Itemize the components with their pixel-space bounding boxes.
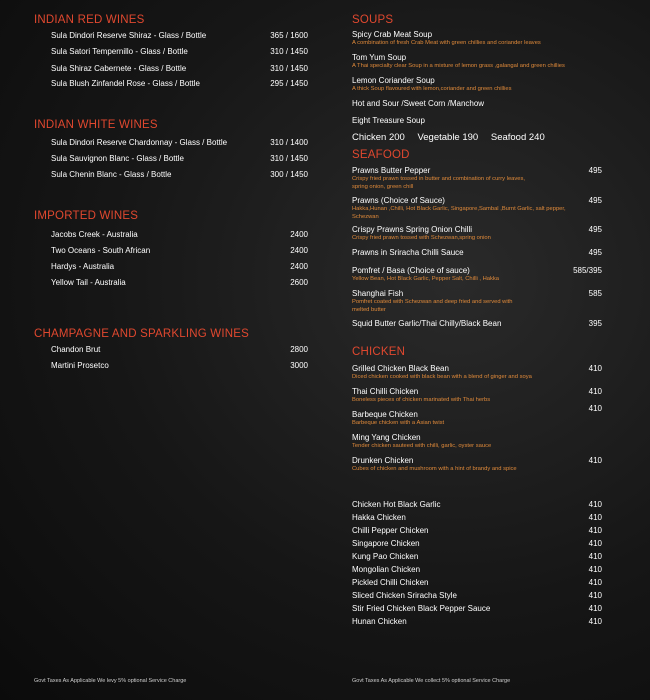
list-item: [352, 53, 602, 71]
item-name: Sula Chenin Blanc - Glass / Bottle: [51, 170, 172, 179]
item-price: 310 / 1450: [270, 154, 308, 163]
item-price: 410: [588, 456, 602, 465]
imported-wines-heading: IMPORTED WINES: [34, 210, 139, 222]
list-item: [352, 617, 602, 626]
item-price: 410: [588, 387, 602, 396]
list-item: [51, 361, 308, 370]
soup-price-chicken: Chicken 200: [352, 132, 405, 143]
left-footer-note: Govt Taxes As Applicable We levy 5% optional Service Charge: [34, 678, 187, 684]
item-price: 495: [588, 166, 602, 175]
item-price: 410: [588, 617, 602, 626]
item-name: Lemon Coriander Soup: [352, 76, 435, 85]
item-description: Boneless pieces of chicken marinated with Thai herbs: [352, 397, 491, 403]
item-name: Thai Chilli Chicken: [352, 387, 419, 396]
item-price: 410: [588, 404, 602, 413]
list-item: [51, 47, 308, 56]
item-description: A thick Soup flavoured with lemon,coriander and green chillies: [352, 86, 512, 92]
list-item: [352, 30, 602, 48]
item-name: Grilled Chicken Black Bean: [352, 364, 449, 373]
list-item: [352, 404, 602, 428]
item-name: Crispy Prawns Spring Onion Chilli: [352, 225, 473, 234]
list-item: [352, 225, 602, 243]
soup-price-seafood: Seafood 240: [490, 132, 545, 143]
item-name: Pomfret / Basa (Choice of sauce): [352, 266, 470, 275]
item-name: Pickled Chilli Chicken: [352, 578, 429, 587]
item-price: 495: [588, 225, 602, 234]
item-name: Sula Shiraz Cabernete - Glass / Bottle: [51, 64, 187, 73]
soups-heading: SOUPS: [352, 14, 394, 26]
list-item: [51, 170, 308, 179]
item-price: 410: [588, 552, 602, 561]
item-price: 495: [588, 196, 602, 205]
item-price: 365 / 1600: [270, 31, 308, 40]
list-item: [352, 456, 602, 474]
list-item: [352, 539, 602, 548]
list-item: [51, 345, 308, 354]
list-item: [51, 31, 308, 40]
item-description: A Thai specialty clear Soup in a mixture of lemon grass ,galangal and green chillies: [352, 63, 565, 69]
item-name: Shanghai Fish: [352, 289, 404, 298]
item-name: Hakka Chicken: [352, 513, 406, 522]
item-description: Crispy fried prawn tossed in butter and combination of curry leaves, spring onion, green chill: [352, 176, 526, 190]
item-price: 410: [588, 513, 602, 522]
list-item: [352, 552, 602, 561]
list-item: [51, 64, 308, 73]
item-name: Eight Treasure Soup: [352, 116, 425, 125]
item-price: 295 / 1450: [270, 79, 308, 88]
indian-red-wines-heading: INDIAN RED WINES: [34, 14, 145, 26]
item-name: Squid Butter Garlic/Thai Chilly/Black Bean: [352, 319, 502, 328]
chicken-heading: CHICKEN: [352, 346, 406, 358]
item-name: Martini Prosetco: [51, 361, 109, 370]
list-item: [51, 79, 308, 88]
item-name: Sula Sauvignon Blanc - Glass / Bottle: [51, 154, 184, 163]
soup-prices: [352, 132, 555, 143]
item-name: Stir Fried Chicken Black Pepper Sauce: [352, 604, 491, 613]
list-item: [352, 319, 602, 328]
item-price: 2600: [290, 278, 308, 287]
list-item: [352, 604, 602, 613]
list-item: [352, 99, 602, 108]
item-description: Crispy fried prawn tossed with Schezwan,spring onion: [352, 235, 491, 241]
list-item: [352, 387, 602, 405]
item-name: Chilli Pepper Chicken: [352, 526, 429, 535]
item-price: 300 / 1450: [270, 170, 308, 179]
item-price: 410: [588, 565, 602, 574]
item-description: Pomfret coated with Schezwan and deep fried and served with melted butter: [352, 299, 513, 313]
item-name: Sula Blush Zinfandel Rose - Glass / Bottle: [51, 79, 200, 88]
item-name: Hardys - Australia: [51, 262, 115, 271]
list-item: [51, 154, 308, 163]
item-name: Hunan Chicken: [352, 617, 407, 626]
list-item: [51, 138, 308, 147]
list-item: [352, 289, 602, 314]
soup-price-vegetable: Vegetable 190: [417, 132, 479, 143]
item-price: 585/395: [573, 266, 602, 275]
item-name: Tom Yum Soup: [352, 53, 407, 62]
item-price: 2400: [290, 230, 308, 239]
item-price: 410: [588, 539, 602, 548]
item-price: 310 / 1400: [270, 138, 308, 147]
list-item: [352, 500, 602, 509]
list-item: [51, 278, 308, 287]
list-item: [352, 166, 602, 191]
item-name: Barbeque Chicken: [352, 410, 418, 419]
item-name: Sliced Chicken Sriracha Style: [352, 591, 457, 600]
item-price: 410: [588, 526, 602, 535]
list-item: [352, 116, 602, 125]
item-description: Cubes of chicken and mushroom with a hint of brandy and spice: [352, 466, 517, 472]
item-name: Spicy Crab Meat Soup: [352, 30, 433, 39]
list-item: [352, 266, 602, 284]
item-name: Sula Dindori Reserve Shiraz - Glass / Bottle: [51, 31, 207, 40]
item-name: Hot and Sour /Sweet Corn /Manchow: [352, 99, 485, 108]
item-name: Drunken Chicken: [352, 456, 414, 465]
item-name: Chandon Brut: [51, 345, 101, 354]
list-item: [352, 248, 602, 257]
list-item: [352, 565, 602, 574]
list-item: [352, 591, 602, 600]
list-item: [352, 76, 602, 94]
list-item: [352, 364, 602, 382]
list-item: [352, 526, 602, 535]
item-description: Barbeque chicken with a Asian twist: [352, 420, 445, 426]
item-price: 495: [588, 248, 602, 257]
list-item: [352, 196, 602, 221]
item-price: 310 / 1450: [270, 47, 308, 56]
item-description: A combination of fresh Crab Meat with green chillies and coriander leaves: [352, 40, 541, 46]
item-name: Singapore Chicken: [352, 539, 420, 548]
list-item: [51, 262, 308, 271]
item-price: 395: [588, 319, 602, 328]
item-price: 410: [588, 591, 602, 600]
champagne-heading: CHAMPAGNE AND SPARKLING WINES: [34, 328, 249, 340]
item-name: Ming Yang Chicken: [352, 433, 421, 442]
list-item: [51, 246, 308, 255]
list-item: [352, 578, 602, 587]
right-footer-note: Govt Taxes As Applicable We collect 5% optional Service Charge: [352, 678, 511, 684]
item-name: Yellow Tail - Australia: [51, 278, 126, 287]
item-description: Diced chicken cooked with black bean with a blend of ginger and soya: [352, 374, 532, 380]
item-price: 585: [588, 289, 602, 298]
item-price: 2400: [290, 262, 308, 271]
list-item: [352, 433, 602, 451]
item-price: 410: [588, 578, 602, 587]
item-price: 410: [588, 364, 602, 373]
item-price: 410: [588, 604, 602, 613]
item-description: Tender chicken sauteed with chilli, garlic, oyster sauce: [352, 443, 492, 449]
item-description: Yellow Bean, Hot Black Garlic, Pepper Salt, Chilli , Hakka: [352, 276, 500, 282]
item-name: Prawns (Choice of Sauce): [352, 196, 445, 205]
item-name: Chicken Hot Black Garlic: [352, 500, 441, 509]
item-name: Sula Dindori Reserve Chardonnay - Glass / Bottle: [51, 138, 228, 147]
seafood-heading: SEAFOOD: [352, 149, 410, 161]
list-item: [352, 513, 602, 522]
item-price: 310 / 1450: [270, 64, 308, 73]
item-price: 2400: [290, 246, 308, 255]
item-price: 3000: [290, 361, 308, 370]
item-name: Two Oceans - South African: [51, 246, 151, 255]
item-name: Mongolian Chicken: [352, 565, 421, 574]
item-name: Jacobs Creek - Australia: [51, 230, 138, 239]
list-item: [51, 230, 308, 239]
item-name: Kung Pao Chicken: [352, 552, 419, 561]
item-name: Sula Satori Tempernillo - Glass / Bottle: [51, 47, 188, 56]
item-price: 2800: [290, 345, 308, 354]
item-price: 410: [588, 500, 602, 509]
item-name: Prawns Butter Pepper: [352, 166, 431, 175]
item-name: Prawns in Sriracha Chilli Sauce: [352, 248, 464, 257]
item-description: Hakka,Hunan ,Chilli, Hot Black Garlic, Singapore,Sambal ,Burnt Garlic, salt pepper, Schezwan: [352, 206, 566, 220]
indian-white-wines-heading: INDIAN WHITE WINES: [34, 119, 158, 131]
